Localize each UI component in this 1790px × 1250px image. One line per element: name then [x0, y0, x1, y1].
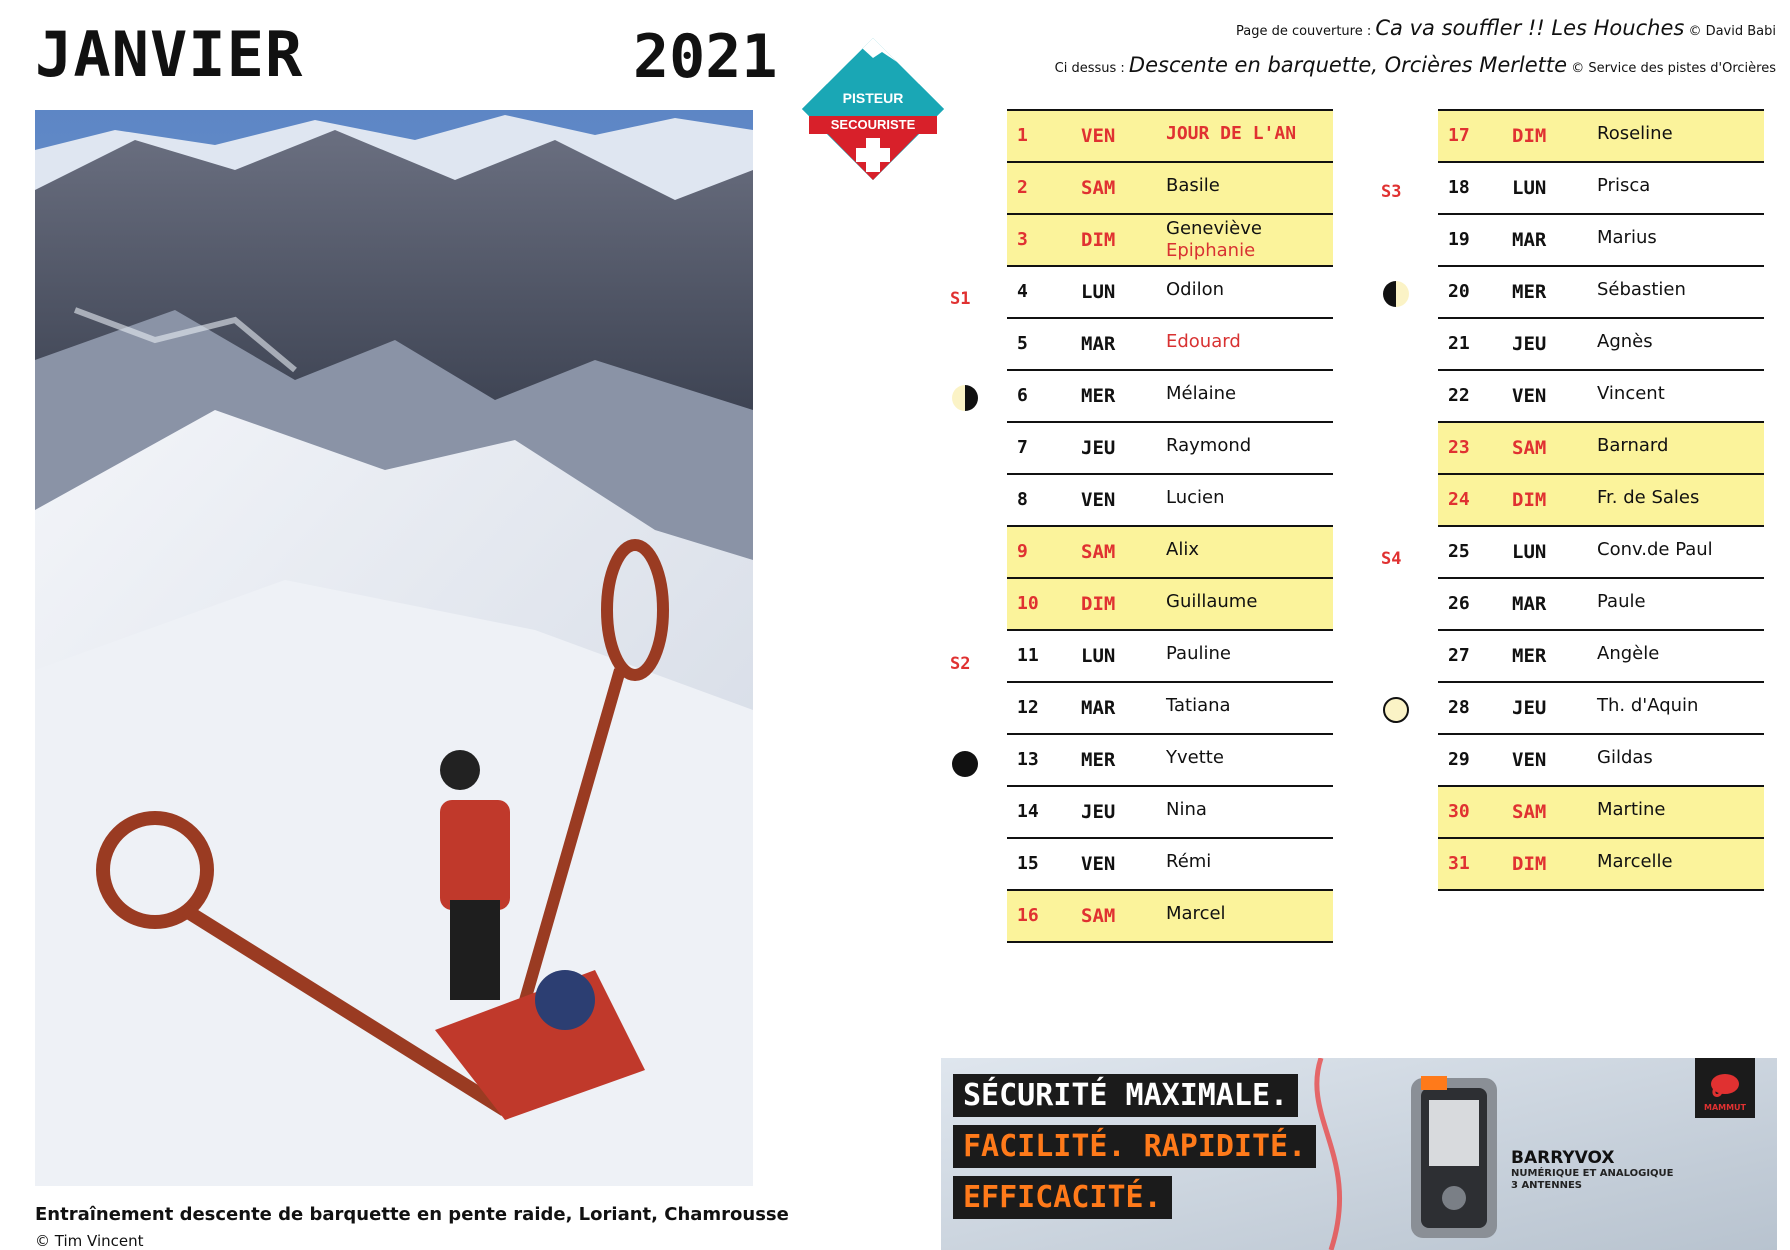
- day-row: [1438, 837, 1764, 891]
- month-title: JANVIER: [35, 18, 304, 91]
- above-title: Descente en barquette, Orcières Merlette: [1128, 53, 1568, 77]
- day-row: [1007, 213, 1333, 265]
- day-saint: Alix: [1166, 539, 1199, 560]
- day-of-week: SAM: [1081, 905, 1116, 927]
- day-of-week: DIM: [1081, 593, 1116, 615]
- day-row: [1007, 109, 1333, 161]
- day-number: 21: [1448, 333, 1470, 354]
- day-of-week: SAM: [1081, 541, 1116, 563]
- day-of-week: LUN: [1512, 541, 1547, 563]
- ad-headline-3: EFFICACITÉ.: [953, 1176, 1172, 1219]
- day-of-week: JEU: [1081, 437, 1116, 459]
- day-of-week: MAR: [1512, 229, 1547, 251]
- day-of-week: VEN: [1512, 385, 1547, 407]
- day-row: [1007, 265, 1333, 317]
- day-of-week: VEN: [1081, 489, 1116, 511]
- day-row: [1438, 473, 1764, 525]
- day-of-week: MER: [1512, 281, 1547, 303]
- day-row: [1438, 265, 1764, 317]
- day-saint: Yvette: [1166, 747, 1224, 768]
- above-label: Ci dessus :: [1054, 61, 1125, 76]
- day-row: [1007, 681, 1333, 733]
- day-saint: Odilon: [1166, 279, 1225, 300]
- above-author: © Service des pistes d'Orcières: [1571, 61, 1776, 76]
- day-number: 24: [1448, 489, 1470, 510]
- day-of-week: MER: [1081, 749, 1116, 771]
- day-number: 25: [1448, 541, 1470, 562]
- mammut-logo: [1695, 1058, 1755, 1118]
- day-row: [1007, 629, 1333, 681]
- new-moon-icon: [952, 751, 978, 777]
- day-row: [1438, 525, 1764, 577]
- cover-photo: [35, 110, 753, 1186]
- day-saint: Gildas: [1597, 747, 1653, 768]
- mammoth-icon: [1695, 1058, 1755, 1102]
- day-saint: Raymond: [1166, 435, 1252, 456]
- day-row: [1438, 317, 1764, 369]
- day-number: 15: [1017, 853, 1039, 874]
- day-number: 27: [1448, 645, 1470, 666]
- ad-product-desc-1: NUMÉRIQUE ET ANALOGIQUE: [1511, 1168, 1674, 1179]
- calendar-right-column: [1438, 109, 1764, 891]
- day-row: [1438, 577, 1764, 629]
- day-row: [1007, 317, 1333, 369]
- day-number: 20: [1448, 281, 1470, 302]
- day-number: 16: [1017, 905, 1039, 926]
- day-number: 30: [1448, 801, 1470, 822]
- day-row: [1438, 213, 1764, 265]
- cover-label: Page de couverture :: [1235, 24, 1372, 39]
- day-of-week: VEN: [1081, 125, 1116, 147]
- day-number: 28: [1448, 697, 1470, 718]
- mammut-ad-banner: [941, 1058, 1777, 1250]
- day-row: [1007, 577, 1333, 629]
- day-of-week: MER: [1081, 385, 1116, 407]
- day-saint: Prisca: [1597, 175, 1651, 196]
- day-number: 29: [1448, 749, 1470, 770]
- day-number: 26: [1448, 593, 1470, 614]
- day-number: 12: [1017, 697, 1039, 718]
- day-number: 10: [1017, 593, 1039, 614]
- day-saint: Tatiana: [1166, 695, 1231, 716]
- day-number: 18: [1448, 177, 1470, 198]
- full-moon-icon: [1383, 697, 1409, 723]
- day-number: 11: [1017, 645, 1039, 666]
- day-saint: Marcelle: [1597, 851, 1673, 872]
- last-quarter-moon-icon: [1383, 281, 1409, 307]
- day-number: 2: [1017, 177, 1028, 198]
- day-saint: Nina: [1166, 799, 1207, 820]
- ad-product-name: BARRYVOX: [1511, 1148, 1615, 1168]
- day-saint: Pauline: [1166, 643, 1231, 664]
- day-of-week: LUN: [1081, 645, 1116, 667]
- day-saint: JOUR DE L'AN: [1166, 123, 1297, 144]
- day-row: [1007, 473, 1333, 525]
- year-title: 2021: [633, 22, 778, 92]
- day-of-week: MAR: [1081, 697, 1116, 719]
- day-of-week: DIM: [1512, 125, 1547, 147]
- day-number: 7: [1017, 437, 1028, 458]
- day-number: 23: [1448, 437, 1470, 458]
- day-saint: Marcel: [1166, 903, 1226, 924]
- day-number: 22: [1448, 385, 1470, 406]
- day-row: [1438, 629, 1764, 681]
- day-of-week: MAR: [1512, 593, 1547, 615]
- mammut-brand: MAMMUT: [1703, 1103, 1747, 1112]
- day-row: [1438, 421, 1764, 473]
- feast-name: Epiphanie: [1166, 240, 1256, 261]
- day-row: [1438, 369, 1764, 421]
- day-number: 13: [1017, 749, 1039, 770]
- day-saint: Conv.de Paul: [1597, 539, 1713, 560]
- day-row: [1438, 681, 1764, 733]
- day-saint: Th. d'Aquin: [1597, 695, 1699, 716]
- week-number-s4: S4: [1381, 549, 1402, 569]
- day-of-week: SAM: [1512, 801, 1547, 823]
- logo-line2: SECOURISTE: [830, 117, 916, 132]
- week-number-s2: S2: [950, 654, 971, 674]
- day-number: 9: [1017, 541, 1028, 562]
- first-quarter-moon-icon: [952, 385, 978, 411]
- day-of-week: DIM: [1512, 853, 1547, 875]
- day-row: [1007, 733, 1333, 785]
- day-row: [1007, 369, 1333, 421]
- week-number-s3: S3: [1381, 182, 1402, 202]
- day-saint: Vincent: [1597, 383, 1665, 404]
- day-row: [1007, 837, 1333, 889]
- photo-credit: © Tim Vincent: [35, 1232, 144, 1250]
- day-saint: Marius: [1597, 227, 1657, 248]
- day-number: 6: [1017, 385, 1028, 406]
- day-saint: Lucien: [1166, 487, 1225, 508]
- day-number: 5: [1017, 333, 1028, 354]
- day-of-week: VEN: [1512, 749, 1547, 771]
- day-number: 17: [1448, 125, 1470, 146]
- day-saint: Rémi: [1166, 851, 1212, 872]
- day-of-week: VEN: [1081, 853, 1116, 875]
- day-saint: Angèle: [1597, 643, 1660, 664]
- calendar-left-column: [1007, 109, 1333, 943]
- day-saint: Agnès: [1597, 331, 1653, 352]
- day-of-week: LUN: [1512, 177, 1547, 199]
- day-of-week: MER: [1512, 645, 1547, 667]
- day-number: 8: [1017, 489, 1028, 510]
- day-saint: Basile: [1166, 175, 1220, 196]
- logo-line1: PISTEUR: [842, 90, 904, 106]
- above-credit: [1055, 53, 1776, 77]
- cover-title: Ca va souffler !! Les Houches: [1375, 16, 1685, 40]
- day-number: 19: [1448, 229, 1470, 250]
- day-number: 31: [1448, 853, 1470, 874]
- day-saint: Martine: [1597, 799, 1666, 820]
- ad-headline-2: FACILITÉ. RAPIDITÉ.: [953, 1125, 1316, 1168]
- day-saint: Barnard: [1597, 435, 1669, 456]
- day-of-week: JEU: [1512, 697, 1547, 719]
- day-number: 3: [1017, 229, 1028, 250]
- day-row: [1007, 525, 1333, 577]
- cover-author: © David Babi: [1688, 24, 1776, 39]
- day-of-week: DIM: [1512, 489, 1547, 511]
- week-number-s1: S1: [950, 289, 971, 309]
- day-saint: Fr. de Sales: [1597, 487, 1700, 508]
- day-row: [1438, 785, 1764, 837]
- day-saint: Sébastien: [1597, 279, 1686, 300]
- day-of-week: SAM: [1081, 177, 1116, 199]
- day-number: 14: [1017, 801, 1039, 822]
- day-row: [1007, 889, 1333, 943]
- photo-caption: Entraînement descente de barquette en pente raide, Loriant, Chamrousse: [35, 1204, 789, 1225]
- day-saint: [1166, 218, 1262, 262]
- day-row: [1438, 109, 1764, 161]
- day-row: [1438, 733, 1764, 785]
- day-saint: Guillaume: [1166, 591, 1258, 612]
- day-of-week: MAR: [1081, 333, 1116, 355]
- day-number: 4: [1017, 281, 1028, 302]
- day-of-week: LUN: [1081, 281, 1116, 303]
- day-number: 1: [1017, 125, 1028, 146]
- day-row: [1007, 421, 1333, 473]
- day-row: [1007, 785, 1333, 837]
- day-of-week: DIM: [1081, 229, 1116, 251]
- day-of-week: JEU: [1512, 333, 1547, 355]
- day-of-week: SAM: [1512, 437, 1547, 459]
- cover-credit: [1236, 16, 1776, 40]
- day-saint: Roseline: [1597, 123, 1673, 144]
- day-row: [1007, 161, 1333, 213]
- day-of-week: JEU: [1081, 801, 1116, 823]
- saint-name: Geneviève: [1166, 218, 1262, 239]
- day-saint: Edouard: [1166, 331, 1241, 352]
- ad-headline-1: SÉCURITÉ MAXIMALE.: [953, 1074, 1298, 1117]
- day-row: [1438, 161, 1764, 213]
- ad-product-desc-2: 3 ANTENNES: [1511, 1180, 1582, 1191]
- pisteur-secouriste-logo: [802, 38, 944, 180]
- day-saint: Mélaine: [1166, 383, 1237, 404]
- day-saint: Paule: [1597, 591, 1646, 612]
